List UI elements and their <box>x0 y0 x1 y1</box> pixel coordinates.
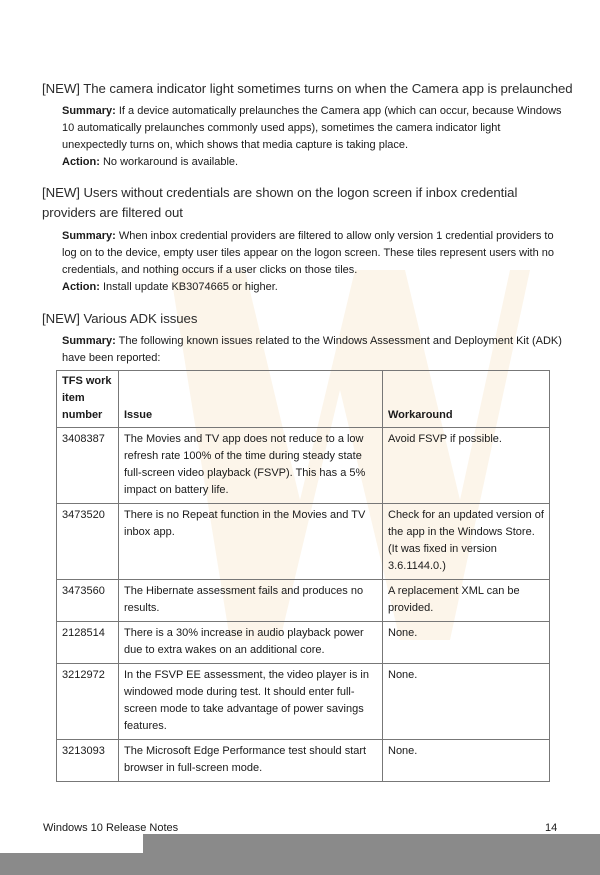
cell-workaround: Check for an updated version of the app in the Windows Store. (It was fixed in version 3.6.1144.0.) <box>383 504 550 580</box>
summary-text: The following known issues related to the Windows Assessment and Deployment Kit (ADK) have been reported: <box>62 335 562 364</box>
cell-workaround: None. <box>383 622 550 664</box>
summary-text: If a device automatically prelaunches the Camera app (which can occur, because Windows 10 automatically prelaunches commonly used apps), sometimes the camera indicator light unexpectedly turns on, which shows that media capture is taking place. <box>62 105 562 151</box>
cell-workaround: None. <box>383 740 550 782</box>
action-text: Install update KB3074665 or higher. <box>99 281 278 293</box>
cell-tfs-number: 3473520 <box>57 504 119 580</box>
table-row <box>57 504 550 580</box>
summary-label: Summary: <box>62 105 116 117</box>
bottom-bar-gap <box>0 834 143 853</box>
summary-label: Summary: <box>62 335 116 347</box>
cell-issue: There is no Repeat function in the Movies and TV inbox app. <box>119 504 383 580</box>
table-row <box>57 428 550 504</box>
cell-tfs-number: 2128514 <box>57 622 119 664</box>
header-workaround: Workaround <box>383 371 550 428</box>
cell-issue: In the FSVP EE assessment, the video player is in windowed mode during test. It should enter full-screen mode to take advantage of power savings features. <box>119 664 383 740</box>
cell-tfs-number: 3473560 <box>57 580 119 622</box>
table-header-row <box>57 371 550 428</box>
cell-tfs-number: 3213093 <box>57 740 119 782</box>
table-row <box>57 622 550 664</box>
cell-issue: The Hibernate assessment fails and produces no results. <box>119 580 383 622</box>
cell-tfs-number: 3408387 <box>57 428 119 504</box>
section-summary-adk-issues <box>62 333 562 367</box>
adk-issues-table <box>56 370 550 782</box>
section-action-logon-screen <box>62 279 562 296</box>
cell-issue: There is a 30% increase in audio playback power due to extra wakes on an additional core. <box>119 622 383 664</box>
cell-workaround: Avoid FSVP if possible. <box>383 428 550 504</box>
cell-issue: The Movies and TV app does not reduce to a low refresh rate 100% of the time during steady state full-screen video playback (FSVP). This has a 5% impact on battery life. <box>119 428 383 504</box>
cell-workaround: None. <box>383 664 550 740</box>
header-issue: Issue <box>119 371 383 428</box>
action-label: Action: <box>62 156 100 168</box>
header-tfs-number: TFS work item number <box>57 371 119 428</box>
summary-label: Summary: <box>62 230 116 242</box>
action-label: Action: <box>62 281 100 293</box>
table-row <box>57 580 550 622</box>
cell-issue: The Microsoft Edge Performance test should start browser in full-screen mode. <box>119 740 383 782</box>
section-summary-logon-screen <box>62 228 562 279</box>
footer-page-number: 14 <box>545 822 558 834</box>
section-heading-logon-screen: [NEW] Users without credentials are shown on the logon screen if inbox credential providers are filtered out <box>42 185 518 220</box>
section-heading-adk-issues: [NEW] Various ADK issues <box>42 311 198 326</box>
cell-tfs-number: 3212972 <box>57 664 119 740</box>
section-summary-camera-light <box>62 103 562 154</box>
action-text: No workaround is available. <box>99 156 239 168</box>
section-action-camera-light <box>62 154 562 171</box>
footer-document-title: Windows 10 Release Notes <box>43 822 179 834</box>
section-heading-camera-light: [NEW] The camera indicator light sometimes turns on when the Camera app is prelaunched <box>42 81 573 96</box>
table-row <box>57 740 550 782</box>
summary-text: When inbox credential providers are filtered to allow only version 1 credential providers to log on to the device, empty user tiles appear on the logon screen. These tiles represent users with no credentials, and nothing occurs if a user clicks on those tiles. <box>62 230 555 276</box>
cell-workaround: A replacement XML can be provided. <box>383 580 550 622</box>
table-row <box>57 664 550 740</box>
